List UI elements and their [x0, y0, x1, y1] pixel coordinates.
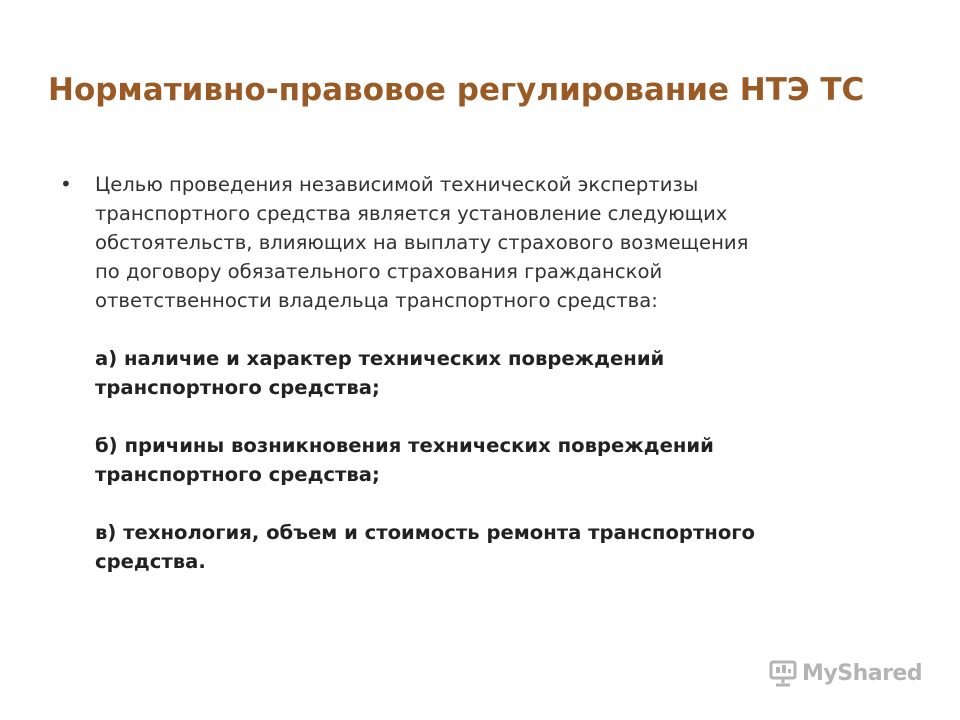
list-item-c: в) технология, объем и стоимость ремонта транспортного средства. [95, 521, 756, 573]
watermark [768, 656, 922, 690]
presentation-board-icon [768, 658, 798, 688]
intro-paragraph: Целью проведения независимой технической экспертизы транспортного средства является установление следующих обстоятельств, влияющих на выплату страхового возмещения по договору обязательного страхования гражданской ответственности владельца транспортного средства: [95, 173, 749, 312]
slide-content [60, 170, 880, 605]
watermark-label: MyShared [802, 660, 923, 686]
slide-title: Нормативно-правовое регулирование НТЭ ТС [48, 72, 865, 108]
bullet-marker: • [60, 172, 72, 196]
item-list [95, 344, 880, 576]
list-item-a: а) наличие и характер технических повреждений транспортного средства; [95, 347, 665, 399]
list-item-b: б) причины возникновения технических повреждений транспортного средства; [95, 434, 714, 486]
